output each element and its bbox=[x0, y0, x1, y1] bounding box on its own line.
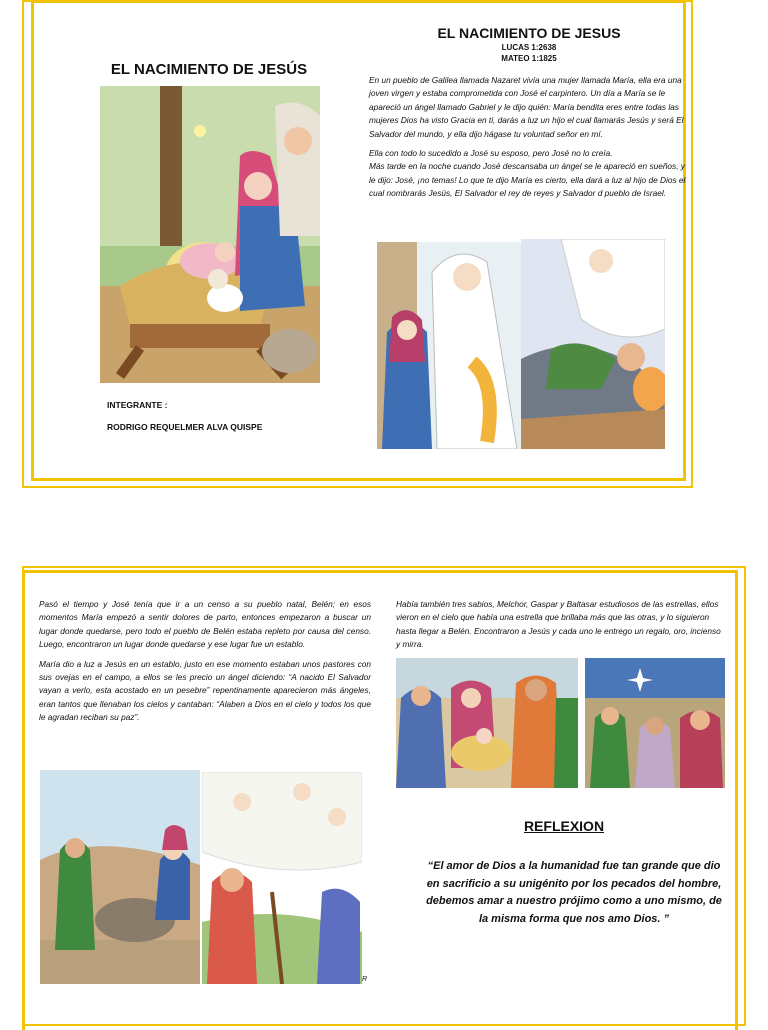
nativity-manger-illustration bbox=[100, 86, 320, 383]
page-2 bbox=[22, 566, 746, 1026]
page-1-story-text bbox=[369, 74, 689, 207]
page-2-left-text bbox=[39, 598, 371, 731]
integrante-name: RODRIGO REQUELMER ALVA QUISPE bbox=[107, 422, 263, 432]
story-paragraph: Ella con todo lo sucedido a José su esposo, pero José no lo creía. Más tarde en la noche cuando José descansaba un ángel se le apareció en sueños, y le dijo: José, ¡no temas! Lo que te dijo María es cierto, ella dará a luz al hijo de Dios el cual nombrarás Jesús, El Salvador el rey de reyes y Salvador d pueblo de Israel. bbox=[369, 148, 686, 199]
scripture-reference-lucas: LUCAS 1:2638 bbox=[501, 43, 557, 52]
page-1-title-right: EL NACIMIENTO DE JESUS bbox=[437, 25, 621, 41]
story-paragraph: Había también tres sabios, Melchor, Gaspar y Baltasar estudiosos de las estrellas, ellos vieron en el cielo que había una estrella que brillaba más que las otras, y lo siguieron hasta llegar a Belén. Encontraron a Jesús y cada uno le entrego un regalo, oro, incienso y mirra. bbox=[396, 599, 721, 650]
reflexion-quote: “El amor de Dios a la humanidad fue tan grande que dio en sacrificio a su unigénito por los pecados del hombre, debemos amar a nuestro prójimo como a uno mismo, de la misma forma que nos amo Dios. ” bbox=[426, 860, 722, 925]
integrante-label: INTEGRANTE : bbox=[107, 400, 168, 410]
scripture-reference-mateo: MATEO 1:1825 bbox=[501, 54, 557, 63]
corner-mark: R bbox=[362, 976, 368, 983]
page-1-title-left: EL NACIMIENTO DE JESÚS bbox=[110, 61, 308, 78]
wise-men-star-illustration bbox=[585, 658, 725, 788]
angels-shepherds-illustration bbox=[202, 772, 362, 984]
page-2-right-text bbox=[396, 598, 726, 658]
story-paragraph: Pasó el tiempo y José tenía que ir a un censo a su pueblo natal, Belén; en esos momentos María empezó a sentir dolores de parto, entonces empezaron a buscar un lugar donde quedarse, pero todo el pueblo de Belén estaba repleto por causa del censo. Luego, encontraron un lugar donde quedarse y ese lugar fue un establo. bbox=[39, 599, 371, 650]
reflexion-title: REFLEXION bbox=[523, 818, 605, 834]
page-1 bbox=[22, 0, 693, 488]
story-paragraph: En un pueblo de Galilea llamada Nazaret vivía una mujer llamada María, ella era una joven virgen y estaba comprometida con José el carpintero. Un día a María se le apareció un ángel llamado Gabriel y le dijo quién: María bendita eres entre todas las mujeres Dios ha visto Gracia en ti, darás a luz un hijo el cual llamarás Jesús y será El Salvador del mundo, y ella dijo hágase tu voluntad señor en mí. bbox=[369, 75, 684, 139]
journey-to-bethlehem-donkey-illustration bbox=[40, 770, 200, 984]
story-paragraph: María dio a luz a Jesús en un establo, justo en ese momento estaban unos pastores con sus ovejas en el campo, a ellos se les precio un ángel diciendo: “A nacido El Salvador vayan a verlo, esta acostado en un pesebre” repentinamente aparecieron más ángeles, eran tantos que llenaban los cielos y cantaban: “Alaben a Dios en el cielo y todos los que le agradan reciban su paz”. bbox=[39, 658, 371, 723]
joseph-dream-angel-illustration bbox=[521, 239, 665, 449]
annunciation-angel-mary-illustration bbox=[377, 242, 521, 449]
wise-men-with-baby-illustration bbox=[396, 658, 578, 788]
